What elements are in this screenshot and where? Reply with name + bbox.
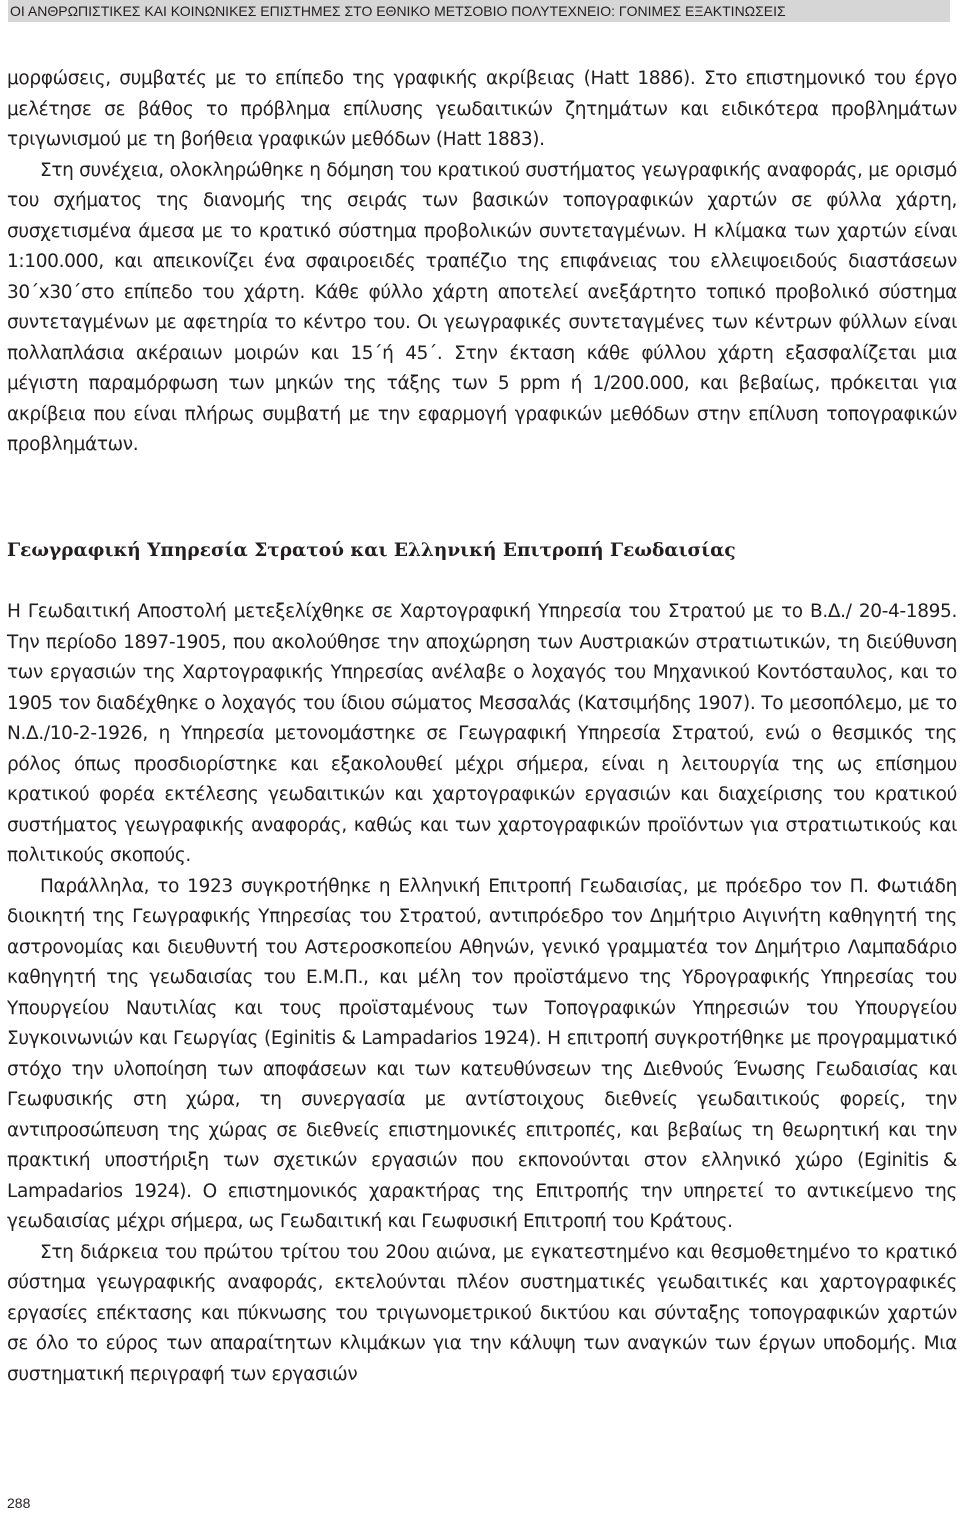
paragraph-geodesy-committee: Παράλληλα, το 1923 συγκροτήθηκε η Ελληνική Επιτροπή Γεωδαισίας, με πρόεδρο τον Π. Φωτιάδη διοικητή της Γεωγραφικής Υπηρεσίας του Στρατού, αντιπρόεδρο τον Δημήτριο Αιγινήτη καθηγητή της αστρονομίας και διευθυντή του Αστεροσκοπείου Αθηνών, γενικό γραμματέα τον Δημήτριο Λαμπαδάριο καθηγητή της γεωδαισίας του Ε.Μ.Π., και μέλη τον προϊστάμενο της Υδρογραφικής Υπηρεσίας του Υπουργείου Ναυτιλίας και τους προϊσταμένους των Τοπογραφικών Υπηρεσιών του Υπουργείου Συγκοινωνιών και Γεωργίας (Eginitis & Lampadarios 1924). Η επιτροπή συγκροτήθηκε με προγραμματικό στόχο την υλοποίηση των αποφάσεων και των κατευθύνσεων της Διεθνούς Ένωσης Γεωδαισίας και Γεωφυσικής στη χώρα, τη συνεργασία με αντίστοιχους διεθνείς γεωδαιτικούς φορείς, την αντιπροσώπευση της χώρας σε διεθνείς επιστημονικές επιτροπές, και βεβαίως τη θεωρητική και την πρακτική υποστήριξη των σχετικών εργασιών που εκπονούνται στον ελληνικό χώρο (Eginitis & Lampadarios 1924). Ο επιστημονικός χαρακτήρας της Επιτροπής την υπηρετεί το αντικείμενο της γεωδαισίας μέχρι σήμερα, ως Γεωδαιτική και Γεωφυσική Επιτροπή του Κράτους.: [7, 875, 957, 1232]
paragraph-reference-system: Στη συνέχεια, ολοκληρώθηκε η δόμηση του κρατικού συστήματος γεωγραφικής αναφοράς, με ορισμό του σχήματος της διανομής της σειράς των βασικών τοπογραφικών χαρτών σε φύλλα χάρτη, συσχετισμένα άμεσα με το κρατικό σύστημα προβολικών συντεταγμένων. Η κλίμακα των χαρτών είναι 1:100.000, και απεικονίζει ένα σφαιροειδές τραπέζιο της επιφάνειας του ελλειψοειδούς διαστάσεων 30΄x30΄στο επίπεδο του χάρτη. Κάθε φύλλο χάρτη αποτελεί ανεξάρτητο τοπικό προβολικό σύστημα συντεταγμένων με αφετηρία το κέντρο του. Οι γεωγραφικές συντεταγμένες των κέντρων φύλλων είναι πολλαπλάσια ακέραιων μοιρών και 15΄ή 45΄. Στην έκταση κάθε φύλλου χάρτη εξασφαλίζεται μια μέγιστη παραμόρφωση των μηκών της τάξης των 5 ppm ή 1/200.000, και βεβαίως, πρόκειται για ακρίβεια που είναι πλήρως συμβατή με την εφαρμογή γραφικών μεθόδων στην επίλυση τοπογραφικών προβλημάτων.: [7, 159, 957, 455]
paragraph-twentieth-century: Στη διάρκεια του πρώτου τρίτου του 20ου αιώνα, με εγκατεστημένο και θεσμοθετημένο το κρατικό σύστημα γεωγραφικής αναφοράς, εκτελούνται πλέον συστηματικές γεωδαιτικές και χαρτογραφικές εργασίες επέκτασης και πύκνωσης του τριγωνομετρικού δικτύου και σύνταξης τοπογραφικών χαρτών σε όλο το εύρος των απαραίτητων κλιμάκων για την κάλυψη των αναγκών των έργων υποδομής. Μια συστηματική περιγραφή των εργασιών: [7, 1241, 957, 1385]
page-number: 288: [7, 1495, 31, 1511]
body-text-before-heading: [7, 64, 957, 461]
paragraph-hatt-continuation: μορφώσεις, συμβατές με το επίπεδο της γραφικής ακρίβειας (Hatt 1886). Στο επιστημονικό του έργο μελέτησε σε βάθος το πρόβλημα επίλυσης γεωδαιτικών ζητημάτων και ειδικότερα προβλημάτων τριγωνισμού με τη βοήθεια γραφικών μεθόδων (Hatt 1883).: [7, 68, 957, 150]
section-heading: Γεωγραφική Υπηρεσία Στρατού και Ελληνική Επιτροπή Γεωδαισίας: [7, 540, 736, 561]
running-header: ΟΙ ΑΝΘΡΩΠΙΣΤΙΚΕΣ ΚΑΙ ΚΟΙΝΩΝΙΚΕΣ ΕΠΙΣΤΗΜΕΣ ΣΤΟ ΕΘΝΙΚΟ ΜΕΤΣΟΒΙΟ ΠΟΛΥΤΕΧΝΕΙΟ: ΓΟΝΙΜΕΣ ΕΞΑΚΤΙΝΩΣΕΙΣ: [8, 0, 950, 22]
body-text-after-heading: [7, 597, 957, 1390]
paragraph-cartographic-service: Η Γεωδαιτική Αποστολή μετεξελίχθηκε σε Χαρτογραφική Υπηρεσία του Στρατού με το Β.Δ./ 20-4-1895. Την περίοδο 1897-1905, που ακολούθησε την αποχώρηση των Αυστριακών στρατιωτικών, τη διεύθυνση των εργασιών της Χαρτογραφικής Υπηρεσίας ανέλαβε ο λοχαγός του Μηχανικού Κοντόσταυλος, και το 1905 τον διαδέχθηκε ο λοχαγός του ίδιου σώματος Μεσσαλάς (Κατσιμήδης 1907). Το μεσοπόλεμο, με το Ν.Δ./10-2-1926, η Υπηρεσία μετονομάστηκε σε Γεωγραφική Υπηρεσία Στρατού, ενώ ο θεσμικός της ρόλος όπως προσδιορίστηκε και εξακολουθεί μέχρι σήμερα, είναι η λειτουργία της ως επίσημου κρατικού φορέα εκτέλεσης γεωδαιτικών και χαρτογραφικών εργασιών και διαχείρισης του κρατικού συστήματος γεωγραφικής αναφοράς, καθώς και των χαρτογραφικών προϊόντων για στρατιωτικούς και πολιτικούς σκοπούς.: [7, 601, 957, 866]
